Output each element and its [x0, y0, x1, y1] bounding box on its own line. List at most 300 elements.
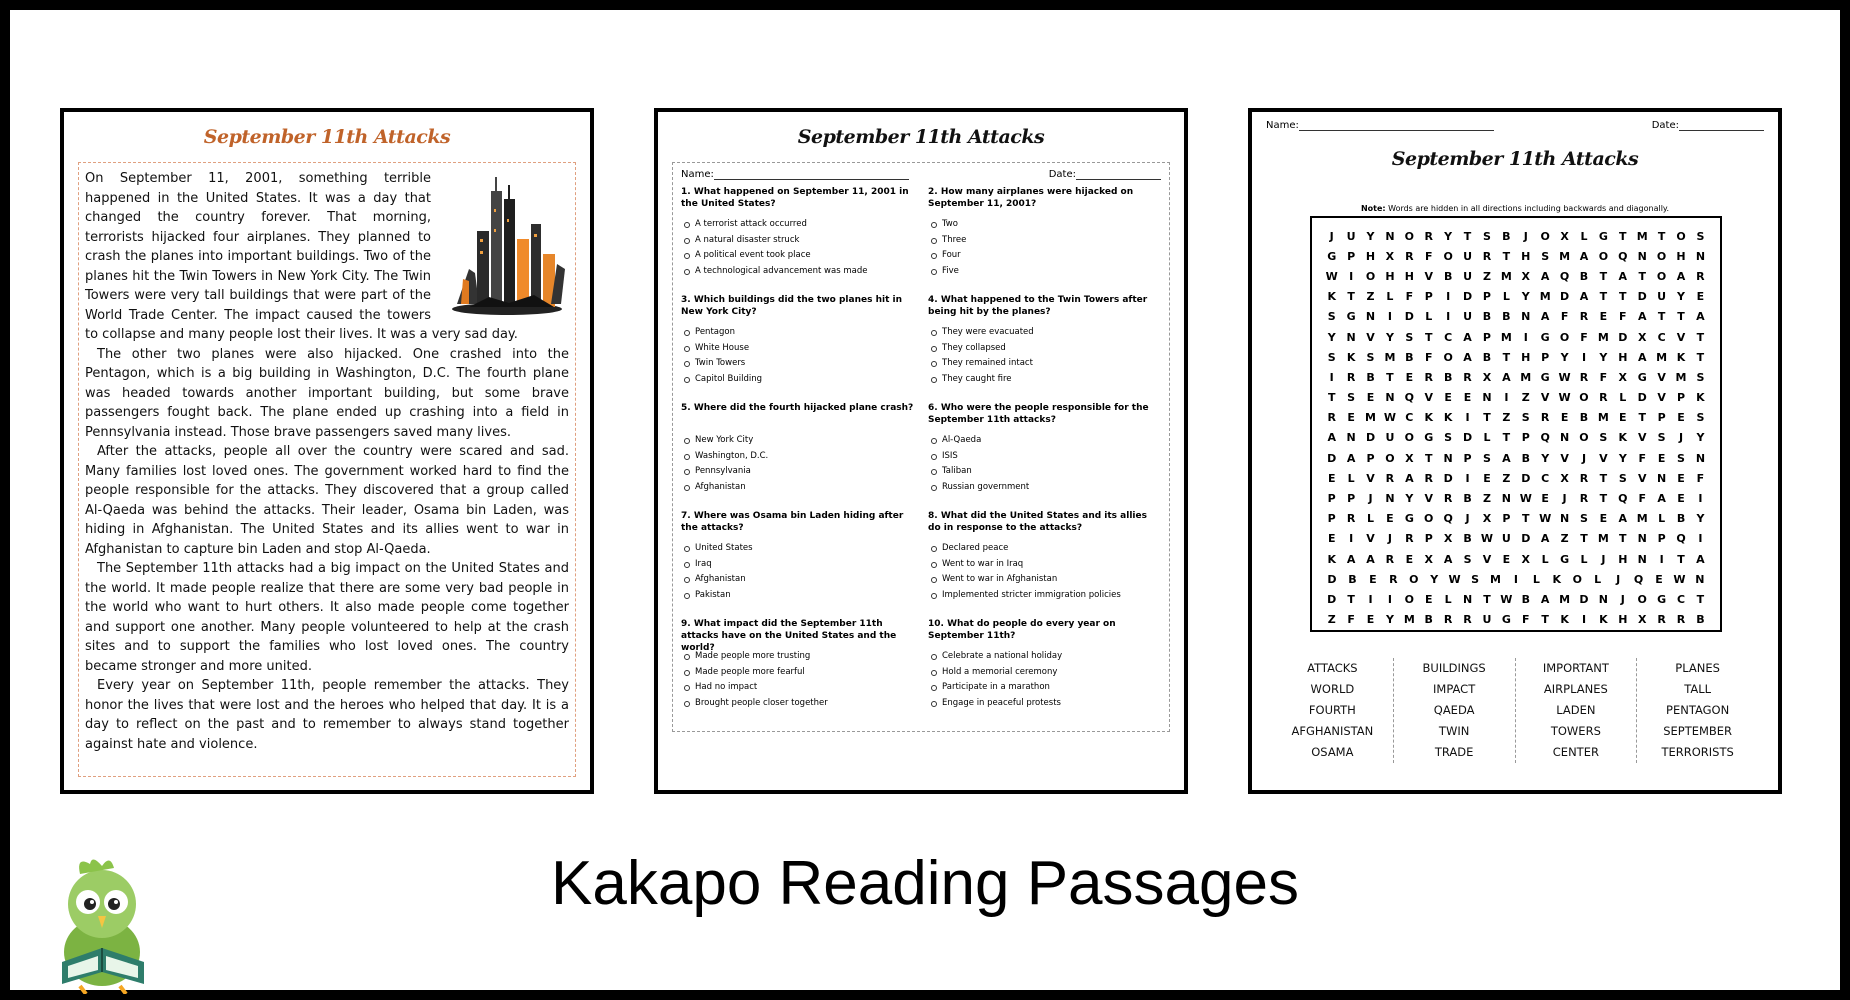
grid-letter[interactable]: Q: [1633, 572, 1644, 586]
grid-letter[interactable]: T: [1696, 350, 1705, 364]
grid-letter[interactable]: E: [1386, 512, 1394, 526]
grid-letter[interactable]: V: [1676, 330, 1686, 344]
answer-option[interactable]: Pennsylvania: [695, 464, 914, 480]
answer-option[interactable]: A political event took place: [695, 248, 914, 264]
grid-letter[interactable]: E: [1444, 391, 1452, 405]
grid-letter[interactable]: D: [1327, 451, 1337, 465]
grid-letter[interactable]: W: [1448, 572, 1461, 586]
grid-letter[interactable]: I: [1446, 290, 1451, 304]
answer-option[interactable]: Washington, D.C.: [695, 449, 914, 465]
grid-letter[interactable]: S: [1599, 431, 1608, 445]
grid-letter[interactable]: C: [1405, 411, 1414, 425]
grid-letter[interactable]: E: [1677, 492, 1685, 506]
grid-letter[interactable]: P: [1327, 512, 1336, 526]
grid-letter[interactable]: I: [1349, 532, 1354, 546]
grid-letter[interactable]: S: [1463, 552, 1472, 566]
grid-letter[interactable]: A: [1540, 532, 1550, 546]
grid-letter[interactable]: M: [1520, 370, 1532, 384]
grid-letter[interactable]: N: [1598, 592, 1608, 606]
grid-letter[interactable]: I: [1513, 572, 1518, 586]
grid-letter[interactable]: T: [1619, 532, 1627, 546]
grid-letter[interactable]: I: [1698, 492, 1703, 506]
grid-letter[interactable]: M: [1384, 350, 1396, 364]
grid-letter[interactable]: A: [1540, 269, 1550, 283]
grid-letter[interactable]: E: [1463, 391, 1472, 405]
grid-letter[interactable]: S: [1580, 512, 1588, 526]
grid-letter[interactable]: Y: [1696, 431, 1705, 445]
answer-option[interactable]: Declared peace: [942, 541, 1161, 557]
grid-letter[interactable]: A: [1502, 451, 1511, 465]
grid-letter[interactable]: K: [1696, 391, 1705, 405]
grid-letter[interactable]: P: [1482, 290, 1491, 304]
grid-letter[interactable]: S: [1541, 249, 1550, 263]
grid-letter[interactable]: S: [1521, 411, 1530, 425]
grid-letter[interactable]: N: [1637, 249, 1647, 263]
grid-letter[interactable]: P: [1482, 330, 1491, 344]
grid-letter[interactable]: H: [1618, 552, 1628, 566]
grid-letter[interactable]: D: [1365, 431, 1376, 445]
grid-letter[interactable]: O: [1404, 229, 1414, 243]
grid-letter[interactable]: F: [1619, 310, 1627, 324]
grid-letter[interactable]: L: [1532, 572, 1540, 586]
grid-letter[interactable]: O: [1559, 330, 1570, 344]
grid-letter[interactable]: M: [1675, 370, 1687, 384]
grid-letter[interactable]: G: [1404, 512, 1414, 526]
grid-letter[interactable]: S: [1482, 451, 1491, 465]
answer-option[interactable]: Made people more fearful: [695, 665, 914, 681]
grid-letter[interactable]: H: [1385, 269, 1395, 283]
grid-letter[interactable]: R: [1346, 370, 1356, 384]
grid-letter[interactable]: B: [1482, 350, 1492, 364]
answer-option[interactable]: Went to war in Iraq: [942, 557, 1161, 573]
grid-letter[interactable]: S: [1677, 451, 1685, 465]
grid-letter[interactable]: J: [1465, 512, 1470, 526]
grid-letter[interactable]: S: [1482, 229, 1491, 243]
grid-letter[interactable]: X: [1560, 229, 1569, 243]
grid-letter[interactable]: D: [1404, 310, 1414, 324]
grid-letter[interactable]: N: [1443, 451, 1453, 465]
grid-letter[interactable]: A: [1657, 492, 1666, 506]
grid-letter[interactable]: X: [1482, 512, 1492, 526]
grid-letter[interactable]: T: [1638, 411, 1646, 425]
grid-letter[interactable]: Y: [1430, 572, 1439, 586]
grid-letter[interactable]: E: [1619, 411, 1627, 425]
grid-letter[interactable]: T: [1463, 229, 1472, 243]
grid-letter[interactable]: E: [1369, 572, 1377, 586]
grid-letter[interactable]: Z: [1502, 471, 1511, 485]
grid-letter[interactable]: P: [1366, 451, 1375, 465]
grid-letter[interactable]: R: [1657, 613, 1666, 627]
grid-letter[interactable]: B: [1366, 370, 1375, 384]
grid-letter[interactable]: I: [1523, 330, 1528, 344]
grid-letter[interactable]: Y: [1599, 350, 1608, 364]
grid-letter[interactable]: T: [1424, 330, 1433, 344]
grid-letter[interactable]: A: [1618, 269, 1628, 283]
grid-letter[interactable]: O: [1365, 269, 1376, 283]
grid-letter[interactable]: R: [1482, 249, 1492, 263]
grid-letter[interactable]: T: [1386, 370, 1394, 384]
answer-option[interactable]: Taliban: [942, 464, 1161, 480]
grid-letter[interactable]: W: [1673, 572, 1686, 586]
grid-letter[interactable]: S: [1471, 572, 1480, 586]
grid-letter[interactable]: R: [1696, 269, 1705, 283]
grid-letter[interactable]: G: [1424, 431, 1434, 445]
grid-letter[interactable]: E: [1677, 411, 1685, 425]
grid-letter[interactable]: B: [1482, 310, 1492, 324]
grid-letter[interactable]: J: [1616, 572, 1621, 586]
grid-letter[interactable]: Q: [1540, 431, 1550, 445]
grid-letter[interactable]: W: [1519, 492, 1532, 506]
grid-letter[interactable]: U: [1385, 431, 1395, 445]
grid-letter[interactable]: B: [1443, 370, 1453, 384]
answer-option[interactable]: Participate in a marathon: [942, 680, 1161, 696]
grid-letter[interactable]: Y: [1385, 330, 1394, 344]
grid-letter[interactable]: I: [1581, 350, 1587, 364]
grid-letter[interactable]: S: [1327, 310, 1336, 324]
grid-letter[interactable]: Y: [1327, 330, 1336, 344]
grid-letter[interactable]: K: [1443, 411, 1453, 425]
grid-letter[interactable]: U: [1482, 613, 1492, 627]
grid-letter[interactable]: R: [1579, 370, 1589, 384]
grid-letter[interactable]: N: [1346, 431, 1356, 445]
grid-letter[interactable]: R: [1463, 613, 1472, 627]
grid-letter[interactable]: R: [1463, 370, 1472, 384]
grid-letter[interactable]: X: [1560, 471, 1569, 485]
answer-option[interactable]: Made people more trusting: [695, 649, 914, 665]
grid-letter[interactable]: E: [1677, 471, 1685, 485]
grid-letter[interactable]: X: [1443, 532, 1453, 546]
grid-letter[interactable]: T: [1502, 431, 1511, 445]
grid-letter[interactable]: Z: [1560, 532, 1569, 546]
grid-letter[interactable]: N: [1346, 330, 1356, 344]
grid-letter[interactable]: S: [1657, 431, 1666, 445]
answer-option[interactable]: Engage in peaceful protests: [942, 696, 1161, 712]
grid-letter[interactable]: F: [1696, 471, 1705, 485]
grid-letter[interactable]: Q: [1404, 391, 1414, 405]
grid-letter[interactable]: R: [1346, 512, 1356, 526]
answer-option[interactable]: They were evacuated: [942, 325, 1161, 341]
grid-letter[interactable]: T: [1599, 471, 1608, 485]
grid-letter[interactable]: B: [1521, 451, 1530, 465]
grid-letter[interactable]: E: [1599, 310, 1608, 324]
grid-letter[interactable]: T: [1502, 350, 1511, 364]
grid-letter[interactable]: S: [1696, 411, 1705, 425]
grid-letter[interactable]: B: [1521, 592, 1530, 606]
grid-letter[interactable]: T: [1657, 229, 1666, 243]
grid-letter[interactable]: A: [1405, 471, 1414, 485]
grid-letter[interactable]: M: [1490, 572, 1501, 586]
grid-letter[interactable]: O: [1424, 512, 1434, 526]
grid-letter[interactable]: O: [1443, 350, 1453, 364]
grid-letter[interactable]: I: [1465, 411, 1470, 425]
grid-letter[interactable]: O: [1637, 592, 1647, 606]
grid-letter[interactable]: W: [1383, 411, 1396, 425]
grid-letter[interactable]: U: [1463, 269, 1473, 283]
grid-letter[interactable]: E: [1541, 492, 1549, 506]
grid-letter[interactable]: Q: [1443, 512, 1453, 526]
grid-letter[interactable]: L: [1367, 512, 1375, 526]
grid-letter[interactable]: E: [1366, 391, 1375, 405]
grid-letter[interactable]: B: [1405, 350, 1414, 364]
grid-letter[interactable]: E: [1655, 572, 1663, 586]
grid-letter[interactable]: L: [1347, 471, 1355, 485]
grid-letter[interactable]: V: [1366, 532, 1375, 546]
grid-letter[interactable]: Y: [1366, 229, 1375, 243]
grid-letter[interactable]: A: [1540, 310, 1550, 324]
grid-letter[interactable]: R: [1327, 411, 1336, 425]
grid-letter[interactable]: T: [1599, 290, 1608, 304]
grid-letter[interactable]: E: [1424, 592, 1433, 606]
grid-letter[interactable]: A: [1463, 350, 1472, 364]
grid-letter[interactable]: O: [1656, 249, 1667, 263]
grid-letter[interactable]: Q: [1559, 269, 1570, 283]
grid-letter[interactable]: T: [1657, 310, 1666, 324]
grid-letter[interactable]: U: [1463, 310, 1473, 324]
grid-letter[interactable]: Y: [1541, 451, 1550, 465]
grid-letter[interactable]: E: [1696, 290, 1705, 304]
grid-letter[interactable]: C: [1676, 592, 1686, 606]
grid-letter[interactable]: S: [1444, 431, 1453, 445]
grid-letter[interactable]: M: [1597, 330, 1609, 344]
grid-letter[interactable]: P: [1424, 290, 1433, 304]
grid-letter[interactable]: V: [1424, 391, 1433, 405]
grid-letter[interactable]: T: [1696, 330, 1705, 344]
grid-letter[interactable]: K: [1618, 431, 1628, 445]
grid-letter[interactable]: Z: [1482, 492, 1491, 506]
grid-letter[interactable]: U: [1463, 249, 1473, 263]
grid-letter[interactable]: K: [1560, 613, 1569, 627]
answer-option[interactable]: A technological advancement was made: [695, 264, 914, 280]
grid-letter[interactable]: M: [1539, 290, 1551, 304]
grid-letter[interactable]: B: [1502, 229, 1511, 243]
grid-letter[interactable]: T: [1424, 451, 1433, 465]
grid-letter[interactable]: M: [1597, 411, 1609, 425]
grid-letter[interactable]: A: [1346, 451, 1356, 465]
answer-option[interactable]: Pentagon: [695, 325, 914, 341]
grid-letter[interactable]: F: [1560, 310, 1569, 324]
answer-option[interactable]: White House: [695, 341, 914, 357]
grid-letter[interactable]: T: [1502, 249, 1511, 263]
grid-letter[interactable]: T: [1522, 512, 1530, 526]
grid-letter[interactable]: A: [1696, 310, 1705, 324]
grid-letter[interactable]: B: [1579, 269, 1589, 283]
grid-letter[interactable]: H: [1618, 350, 1628, 364]
grid-letter[interactable]: T: [1483, 592, 1491, 606]
grid-letter[interactable]: T: [1599, 492, 1608, 506]
grid-letter[interactable]: W: [1558, 370, 1571, 384]
grid-letter[interactable]: M: [1656, 350, 1668, 364]
grid-letter[interactable]: S: [1696, 229, 1705, 243]
grid-letter[interactable]: O: [1579, 431, 1589, 445]
grid-letter[interactable]: Z: [1502, 411, 1511, 425]
grid-letter[interactable]: A: [1366, 552, 1375, 566]
grid-letter[interactable]: V: [1540, 391, 1550, 405]
grid-letter[interactable]: D: [1462, 431, 1473, 445]
grid-letter[interactable]: F: [1638, 492, 1646, 506]
grid-letter[interactable]: S: [1696, 370, 1705, 384]
grid-letter[interactable]: R: [1579, 310, 1589, 324]
grid-letter[interactable]: G: [1327, 249, 1337, 263]
grid-letter[interactable]: T: [1541, 613, 1549, 627]
grid-letter[interactable]: B: [1502, 310, 1511, 324]
grid-letter[interactable]: L: [1386, 290, 1394, 304]
answer-option[interactable]: Iraq: [695, 557, 914, 573]
grid-letter[interactable]: B: [1348, 572, 1357, 586]
grid-letter[interactable]: L: [1502, 290, 1510, 304]
grid-letter[interactable]: I: [1504, 391, 1509, 405]
answer-option[interactable]: They remained intact: [942, 356, 1161, 372]
grid-letter[interactable]: O: [1572, 572, 1582, 586]
grid-letter[interactable]: L: [1619, 391, 1627, 405]
grid-letter[interactable]: Y: [1677, 290, 1685, 304]
grid-letter[interactable]: F: [1599, 370, 1608, 384]
answer-option[interactable]: Afghanistan: [695, 480, 914, 496]
grid-letter[interactable]: D: [1560, 290, 1570, 304]
grid-letter[interactable]: J: [1387, 532, 1392, 546]
grid-letter[interactable]: P: [1463, 451, 1472, 465]
grid-letter[interactable]: K: [1424, 411, 1433, 425]
grid-letter[interactable]: N: [1559, 431, 1570, 445]
grid-letter[interactable]: E: [1366, 613, 1375, 627]
grid-letter[interactable]: I: [1387, 592, 1392, 606]
grid-letter[interactable]: M: [1500, 269, 1512, 283]
grid-letter[interactable]: G: [1540, 370, 1550, 384]
grid-letter[interactable]: O: [1404, 592, 1414, 606]
grid-letter[interactable]: V: [1637, 431, 1647, 445]
grid-letter[interactable]: F: [1424, 249, 1433, 263]
grid-letter[interactable]: P: [1327, 492, 1336, 506]
grid-letter[interactable]: R: [1579, 492, 1589, 506]
grid-letter[interactable]: Q: [1618, 492, 1628, 506]
grid-letter[interactable]: T: [1327, 391, 1336, 405]
grid-letter[interactable]: F: [1347, 613, 1355, 627]
grid-letter[interactable]: M: [1559, 592, 1571, 606]
grid-letter[interactable]: S: [1405, 330, 1414, 344]
grid-letter[interactable]: A: [1463, 330, 1472, 344]
grid-letter[interactable]: D: [1327, 592, 1337, 606]
grid-letter[interactable]: R: [1676, 613, 1686, 627]
grid-letter[interactable]: V: [1366, 330, 1375, 344]
answer-option[interactable]: United States: [695, 541, 914, 557]
grid-letter[interactable]: D: [1521, 471, 1531, 485]
answer-option[interactable]: Afghanistan: [695, 572, 914, 588]
grid-letter[interactable]: G: [1346, 310, 1356, 324]
grid-letter[interactable]: J: [1562, 492, 1567, 506]
grid-letter[interactable]: R: [1389, 572, 1398, 586]
grid-letter[interactable]: B: [1579, 411, 1589, 425]
answer-option[interactable]: Twin Towers: [695, 356, 914, 372]
grid-letter[interactable]: L: [1594, 572, 1602, 586]
grid-letter[interactable]: R: [1540, 411, 1550, 425]
grid-letter[interactable]: R: [1424, 229, 1433, 243]
grid-letter[interactable]: K: [1599, 613, 1608, 627]
grid-letter[interactable]: O: [1443, 249, 1453, 263]
grid-letter[interactable]: N: [1462, 592, 1473, 606]
answer-option[interactable]: Hold a memorial ceremony: [942, 665, 1161, 681]
grid-letter[interactable]: I: [1698, 532, 1703, 546]
grid-letter[interactable]: M: [1636, 512, 1648, 526]
grid-letter[interactable]: A: [1637, 310, 1647, 324]
grid-letter[interactable]: F: [1580, 330, 1588, 344]
grid-letter[interactable]: A: [1618, 512, 1628, 526]
grid-letter[interactable]: K: [1346, 350, 1356, 364]
grid-letter[interactable]: Y: [1405, 492, 1414, 506]
grid-letter[interactable]: N: [1559, 512, 1570, 526]
grid-letter[interactable]: H: [1404, 269, 1414, 283]
grid-letter[interactable]: J: [1581, 451, 1587, 465]
grid-letter[interactable]: P: [1676, 391, 1686, 405]
grid-letter[interactable]: X: [1521, 552, 1530, 566]
grid-letter[interactable]: W: [1539, 512, 1552, 526]
grid-letter[interactable]: Z: [1482, 269, 1491, 283]
grid-letter[interactable]: M: [1365, 411, 1376, 425]
answer-option[interactable]: They caught fire: [942, 372, 1161, 388]
grid-letter[interactable]: J: [1329, 229, 1334, 243]
grid-letter[interactable]: E: [1502, 552, 1511, 566]
grid-letter[interactable]: P: [1347, 492, 1356, 506]
grid-letter[interactable]: J: [1601, 552, 1606, 566]
grid-letter[interactable]: N: [1637, 532, 1647, 546]
grid-letter[interactable]: I: [1465, 471, 1470, 485]
grid-letter[interactable]: E: [1599, 512, 1608, 526]
grid-letter[interactable]: K: [1327, 290, 1336, 304]
grid-letter[interactable]: Z: [1521, 391, 1530, 405]
grid-letter[interactable]: F: [1522, 613, 1530, 627]
grid-letter[interactable]: M: [1403, 613, 1415, 627]
grid-letter[interactable]: W: [1325, 269, 1338, 283]
grid-letter[interactable]: D: [1579, 592, 1589, 606]
grid-letter[interactable]: A: [1696, 552, 1705, 566]
grid-letter[interactable]: L: [1425, 310, 1433, 324]
grid-letter[interactable]: A: [1637, 350, 1647, 364]
grid-letter[interactable]: O: [1598, 249, 1609, 263]
grid-letter[interactable]: T: [1677, 552, 1685, 566]
grid-letter[interactable]: T: [1696, 592, 1705, 606]
grid-letter[interactable]: Y: [1696, 512, 1705, 526]
grid-letter[interactable]: Y: [1444, 229, 1453, 243]
grid-letter[interactable]: P: [1521, 431, 1530, 445]
answer-option[interactable]: Implemented stricter immigration policies: [942, 588, 1161, 604]
answer-option[interactable]: Five: [942, 264, 1161, 280]
grid-letter[interactable]: F: [1405, 290, 1414, 304]
grid-letter[interactable]: I: [1349, 269, 1354, 283]
grid-letter[interactable]: J: [1620, 592, 1625, 606]
grid-letter[interactable]: X: [1482, 370, 1492, 384]
grid-letter[interactable]: N: [1521, 310, 1531, 324]
grid-letter[interactable]: G: [1540, 330, 1550, 344]
grid-letter[interactable]: L: [1580, 229, 1588, 243]
grid-letter[interactable]: R: [1405, 532, 1414, 546]
grid-letter[interactable]: W: [1480, 532, 1494, 546]
grid-letter[interactable]: S: [1347, 391, 1356, 405]
grid-letter[interactable]: T: [1638, 269, 1646, 283]
grid-letter[interactable]: C: [1444, 330, 1453, 344]
grid-letter[interactable]: E: [1560, 411, 1569, 425]
grid-letter[interactable]: S: [1618, 471, 1627, 485]
grid-letter[interactable]: X: [1405, 451, 1414, 465]
grid-letter[interactable]: V: [1560, 451, 1569, 465]
grid-letter[interactable]: X: [1424, 552, 1433, 566]
grid-letter[interactable]: A: [1579, 290, 1589, 304]
grid-letter[interactable]: L: [1541, 552, 1549, 566]
grid-letter[interactable]: O: [1540, 229, 1550, 243]
grid-letter[interactable]: O: [1404, 431, 1414, 445]
grid-letter[interactable]: N: [1695, 451, 1706, 465]
answer-option[interactable]: Two: [942, 217, 1161, 233]
answer-option[interactable]: Three: [942, 233, 1161, 249]
grid-letter[interactable]: V: [1424, 269, 1433, 283]
grid-letter[interactable]: R: [1599, 391, 1608, 405]
